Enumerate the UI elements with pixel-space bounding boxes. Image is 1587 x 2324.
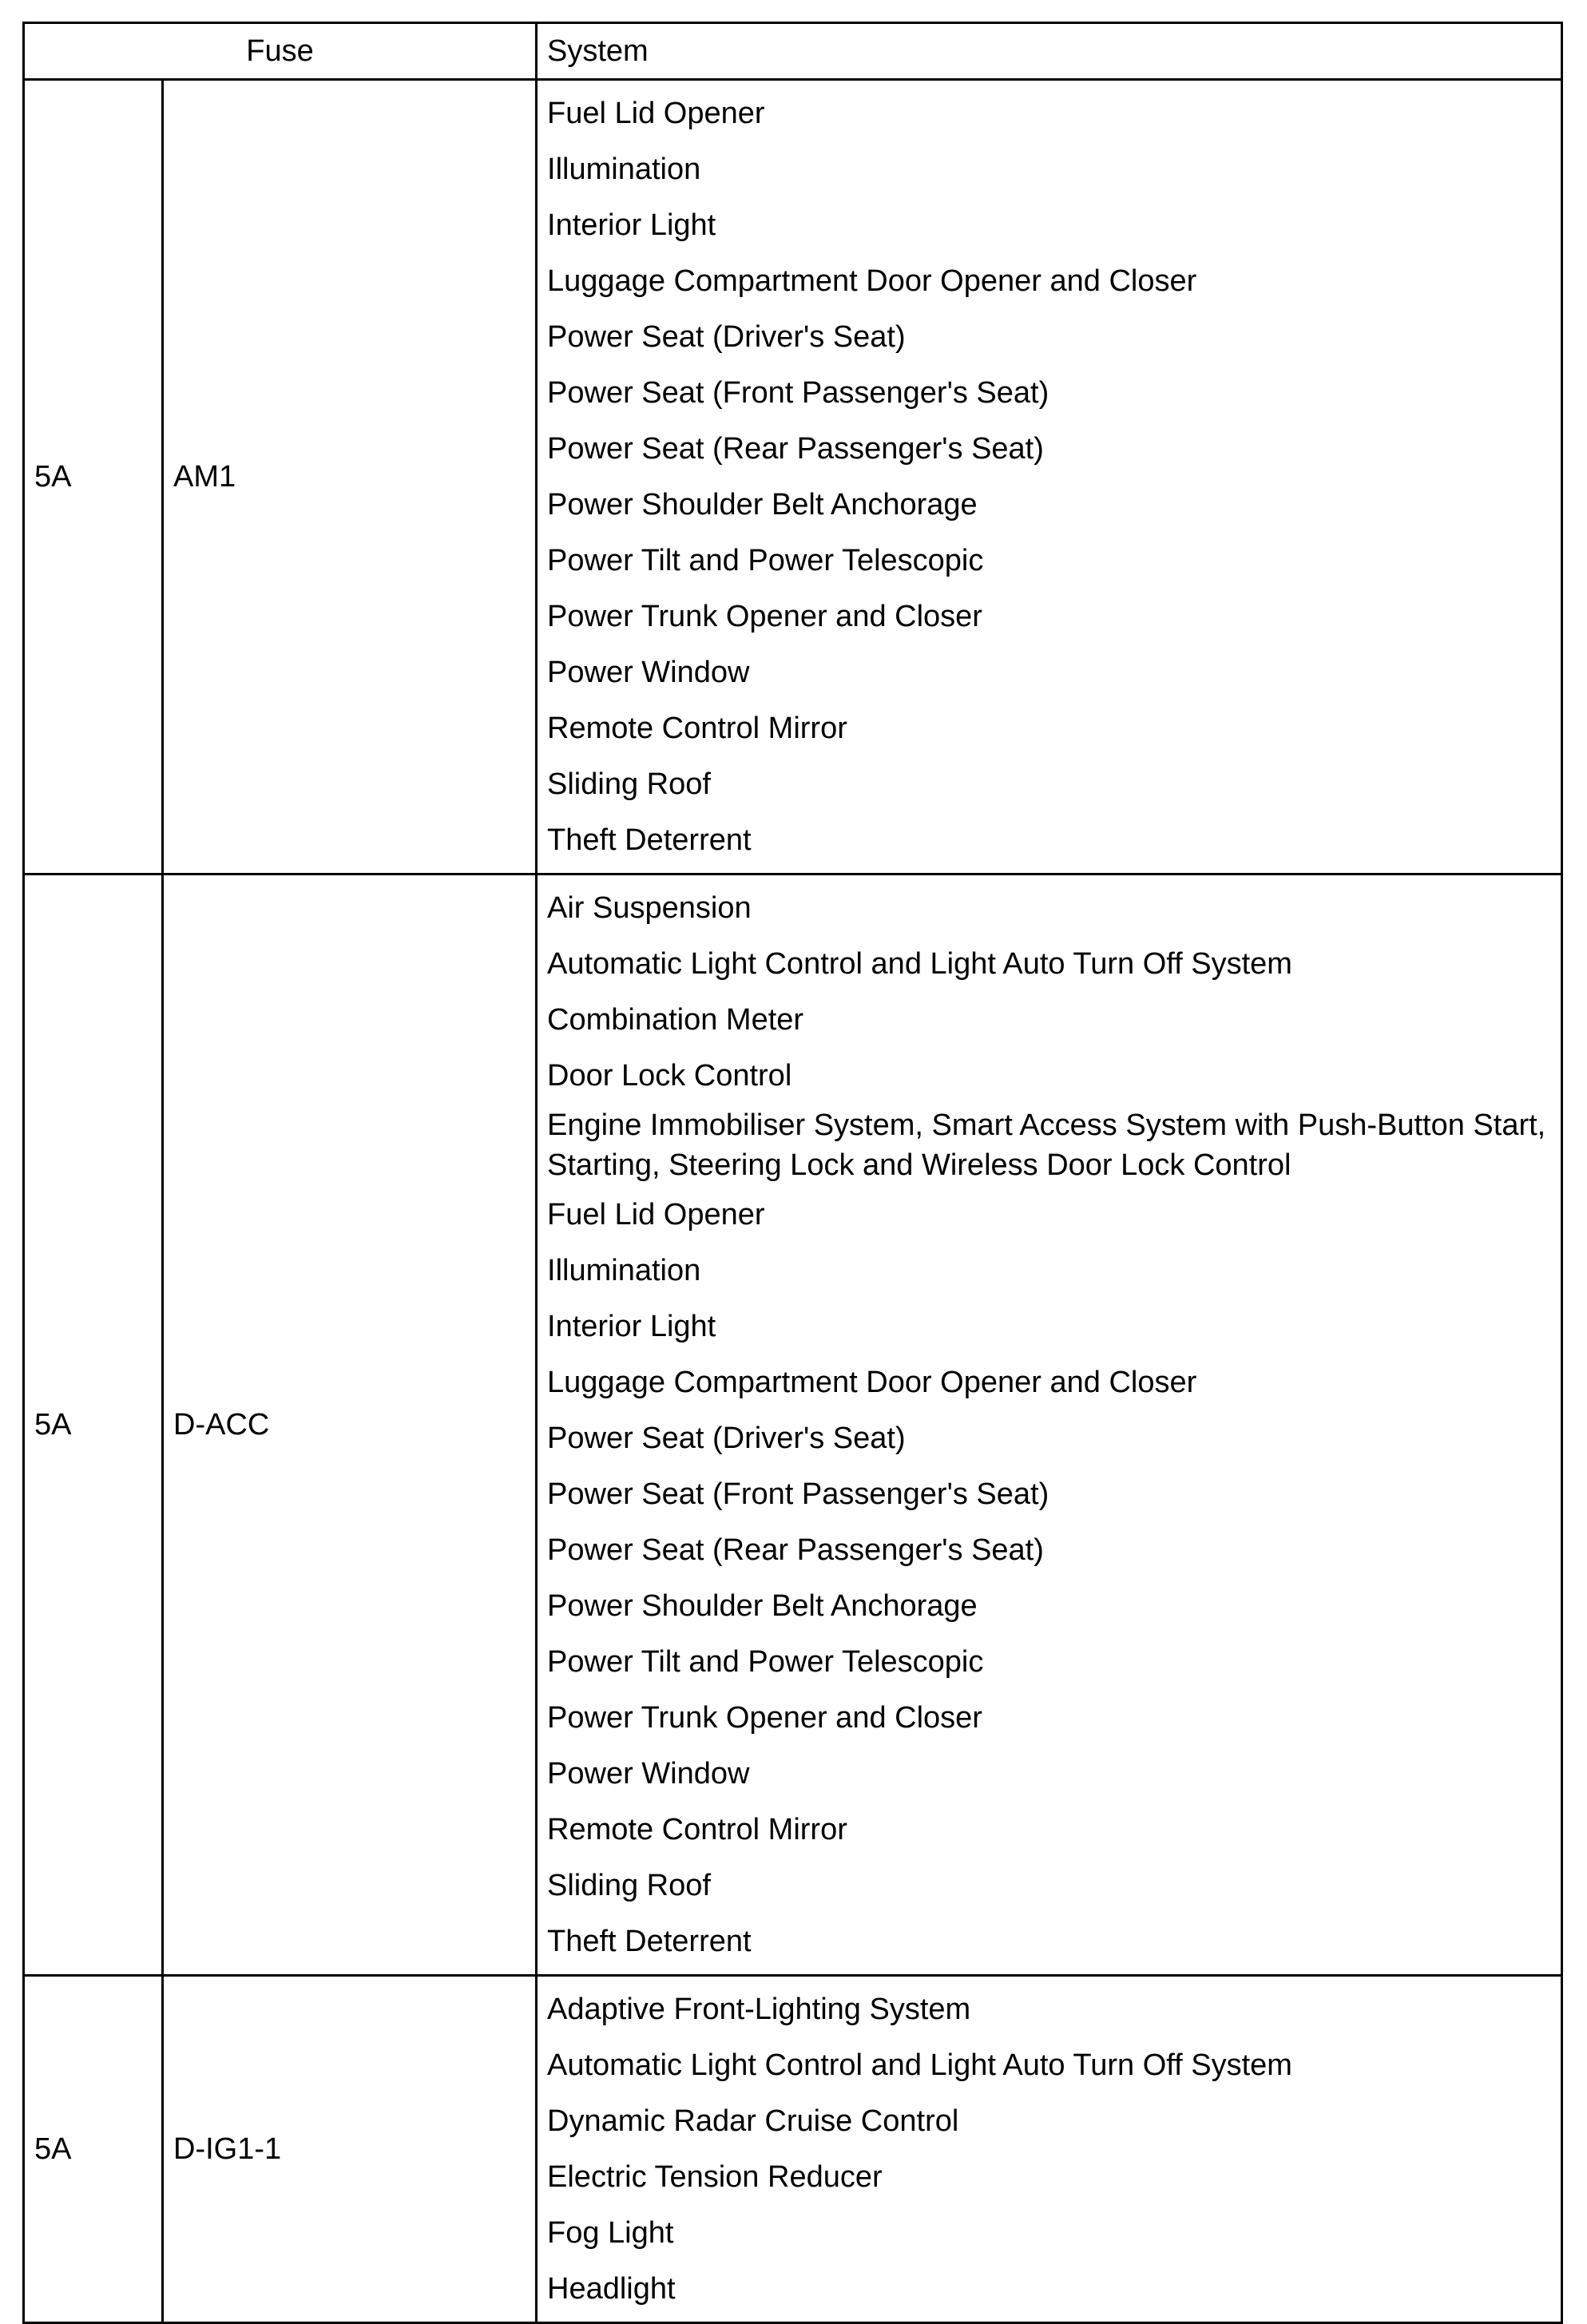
system-item: Power Seat (Front Passenger's Seat) xyxy=(547,376,1049,410)
system-item: Power Shoulder Belt Anchorage xyxy=(547,1589,978,1623)
system-item: Power Tilt and Power Telescopic xyxy=(547,1645,984,1679)
system-item: Adaptive Front-Lighting System xyxy=(547,1993,971,2026)
table-body xyxy=(24,80,1562,2323)
system-item: Illumination xyxy=(547,1254,701,1287)
fuse-name: AM1 xyxy=(163,80,537,874)
table-row xyxy=(24,80,1562,874)
system-item: Interior Light xyxy=(547,1310,716,1343)
system-list-cell xyxy=(537,1976,1562,2323)
table-header-row xyxy=(24,23,1562,80)
system-list-cell xyxy=(537,80,1562,874)
system-item: Dynamic Radar Cruise Control xyxy=(547,2104,959,2138)
system-item: Fog Light xyxy=(547,2216,674,2250)
system-item: Fuel Lid Opener xyxy=(547,97,765,130)
fuse-rating: 5A xyxy=(24,874,163,1976)
system-item: Theft Deterrent xyxy=(547,1925,752,1958)
system-item: Power Trunk Opener and Closer xyxy=(547,600,982,633)
system-item: Power Shoulder Belt Anchorage xyxy=(547,488,978,522)
system-item: Automatic Light Control and Light Auto Turn Off System xyxy=(547,2048,1292,2082)
system-item: Sliding Roof xyxy=(547,1869,711,1902)
system-item: Power Seat (Driver's Seat) xyxy=(547,1422,906,1455)
system-item: Power Tilt and Power Telescopic xyxy=(547,544,984,577)
system-item: Door Lock Control xyxy=(547,1059,792,1093)
system-item: Fuel Lid Opener xyxy=(547,1198,765,1231)
fuse-system-table xyxy=(22,22,1563,2324)
fuse-name: D-ACC xyxy=(163,874,537,1976)
system-item: Remote Control Mirror xyxy=(547,712,847,745)
system-item: Engine Immobiliser System, Smart Access System with Push-Button Start, Starting, Steering Lock and Wireless Door Lock Control xyxy=(547,1108,1546,1182)
system-item: Illumination xyxy=(547,153,701,186)
table-row xyxy=(24,1976,1562,2323)
system-item: Combination Meter xyxy=(547,1003,804,1037)
system-item: Power Seat (Rear Passenger's Seat) xyxy=(547,432,1044,466)
system-item: Remote Control Mirror xyxy=(547,1813,847,1846)
system-item: Headlight xyxy=(547,2272,676,2306)
system-item: Interior Light xyxy=(547,208,716,242)
fuse-name: D-IG1-1 xyxy=(163,1976,537,2323)
system-list-cell xyxy=(537,874,1562,1976)
system-item: Electric Tension Reducer xyxy=(547,2160,883,2194)
system-item: Air Suspension xyxy=(547,891,752,925)
system-item: Sliding Roof xyxy=(547,767,711,801)
system-item: Luggage Compartment Door Opener and Closer xyxy=(547,264,1197,298)
fuse-rating: 5A xyxy=(24,1976,163,2323)
system-item: Luggage Compartment Door Opener and Closer xyxy=(547,1366,1197,1399)
system-item: Power Seat (Driver's Seat) xyxy=(547,320,906,354)
system-item: Power Trunk Opener and Closer xyxy=(547,1701,982,1735)
system-list xyxy=(547,875,1561,1974)
system-item: Power Seat (Front Passenger's Seat) xyxy=(547,1477,1049,1511)
table-row xyxy=(24,874,1562,1976)
header-system: System xyxy=(537,23,1562,80)
system-item: Power Seat (Rear Passenger's Seat) xyxy=(547,1533,1044,1567)
fuse-rating: 5A xyxy=(24,80,163,874)
system-item: Power Window xyxy=(547,656,750,689)
header-fuse: Fuse xyxy=(24,23,537,80)
system-list xyxy=(547,1977,1561,2322)
system-item: Theft Deterrent xyxy=(547,823,752,857)
system-list xyxy=(547,81,1561,873)
system-item: Automatic Light Control and Light Auto Turn Off System xyxy=(547,947,1292,981)
system-item: Power Window xyxy=(547,1757,750,1791)
